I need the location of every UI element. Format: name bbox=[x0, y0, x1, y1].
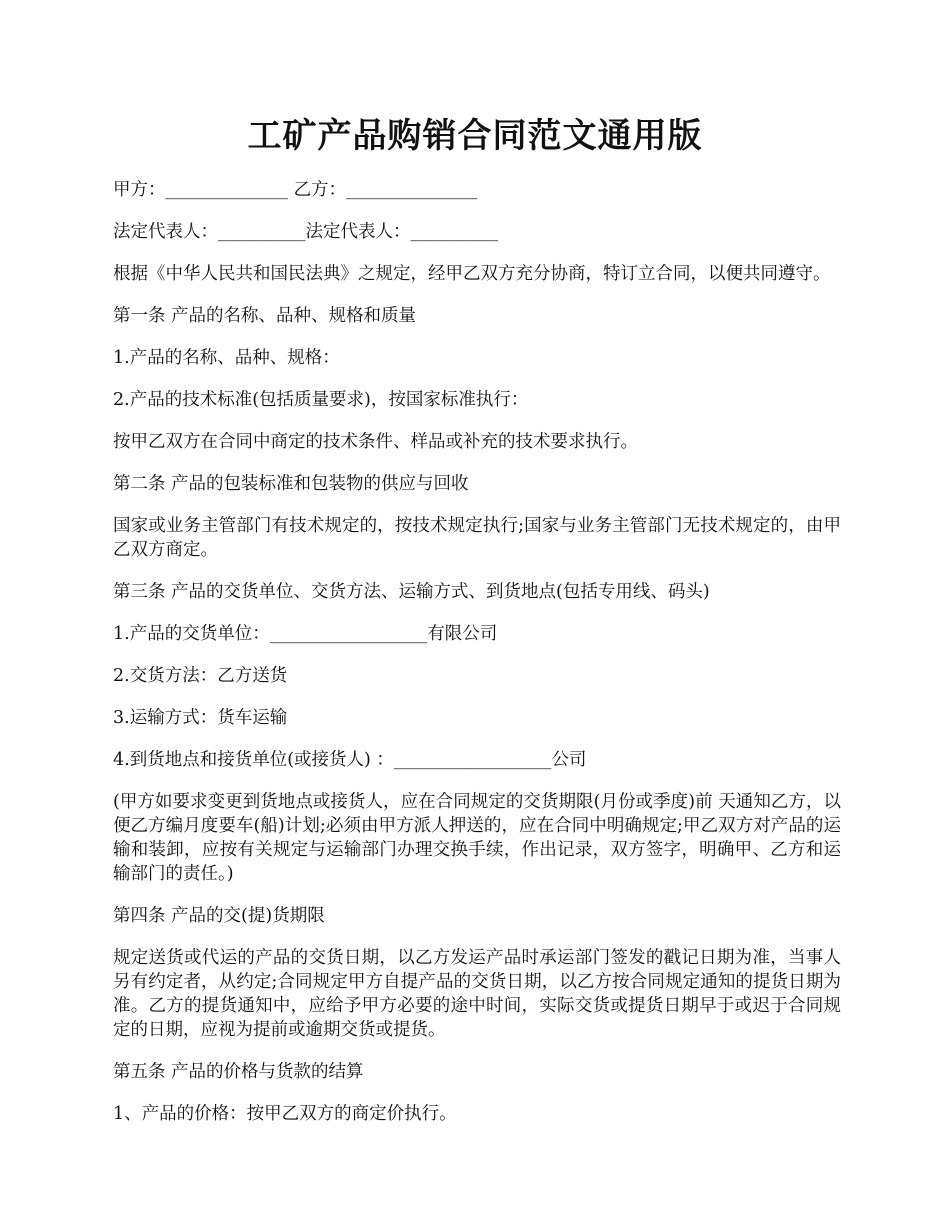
article-3-heading: 第三条 产品的交货单位、交货方法、运输方式、到货地点(包括专用线、码头) bbox=[113, 582, 710, 602]
article-3-note-paragraph: (甲方如要求变更到货地点或接货人，应在合同规定的交货期限(月份或季度)前 天通知乙方，以便乙方编月度要车(船)计划;必须由甲方派人押送的，应在合同中明确规定;甲乙双方对产品的运输和装卸，应按有关规定与运输部门办理交换手续，作出记录，双方签字，明确甲、乙方和运输部门的责任。) bbox=[113, 792, 841, 884]
article-1-item-2: 2.产品的技术标准(包括质量要求)，按国家标准执行： bbox=[113, 390, 529, 410]
article-5-heading: 第五条 产品的价格与货款的结算 bbox=[113, 1062, 364, 1082]
article-5-item-1: 1、产品的价格：按甲乙双方的商定价执行。 bbox=[113, 1104, 457, 1124]
article-3-item-4: 4.到货地点和接货单位(或接货人) ：__________________公司 bbox=[113, 750, 587, 770]
party-names-line: 甲方：______________ 乙方：_______________ bbox=[113, 180, 478, 200]
article-2-heading: 第二条 产品的包装标准和包装物的供应与回收 bbox=[113, 474, 469, 494]
article-3-item-1: 1.产品的交货单位：__________________有限公司 bbox=[113, 624, 498, 644]
article-1-heading: 第一条 产品的名称、品种、规格和质量 bbox=[113, 306, 417, 326]
article-3-item-3: 3.运输方式：货车运输 bbox=[113, 708, 288, 728]
article-1-item-1: 1.产品的名称、品种、规格： bbox=[113, 348, 340, 368]
preamble-paragraph: 根据《中华人民共和国民法典》之规定，经甲乙双方充分协商，特订立合同，以便共同遵守。 bbox=[113, 264, 831, 284]
document-body bbox=[113, 178, 841, 1144]
article-4-paragraph: 规定送货或代运的产品的交货日期，以乙方发运产品时承运部门签发的戳记日期为准，当事人另有约定者，从约定;合同规定甲方自提产品的交货日期，以乙方按合同规定通知的提货日期为准。乙方的提货通知中，应给予甲方必要的途中时间，实际交货或提货日期早于或迟于合同规定的日期，应视为提前或逾期交货或提货。 bbox=[113, 948, 841, 1040]
article-4-heading: 第四条 产品的交(提)货期限 bbox=[113, 906, 325, 926]
document-title: 工矿产品购销合同范文通用版 bbox=[247, 116, 703, 156]
article-3-item-2: 2.交货方法：乙方送货 bbox=[113, 666, 288, 686]
legal-representatives-line: 法定代表人：__________法定代表人：__________ bbox=[113, 222, 498, 242]
article-2-paragraph: 国家或业务主管部门有技术规定的，按技术规定执行;国家与业务主管部门无技术规定的，由甲乙双方商定。 bbox=[113, 516, 841, 560]
article-1-paragraph: 按甲乙双方在合同中商定的技术条件、样品或补充的技术要求执行。 bbox=[113, 432, 638, 452]
